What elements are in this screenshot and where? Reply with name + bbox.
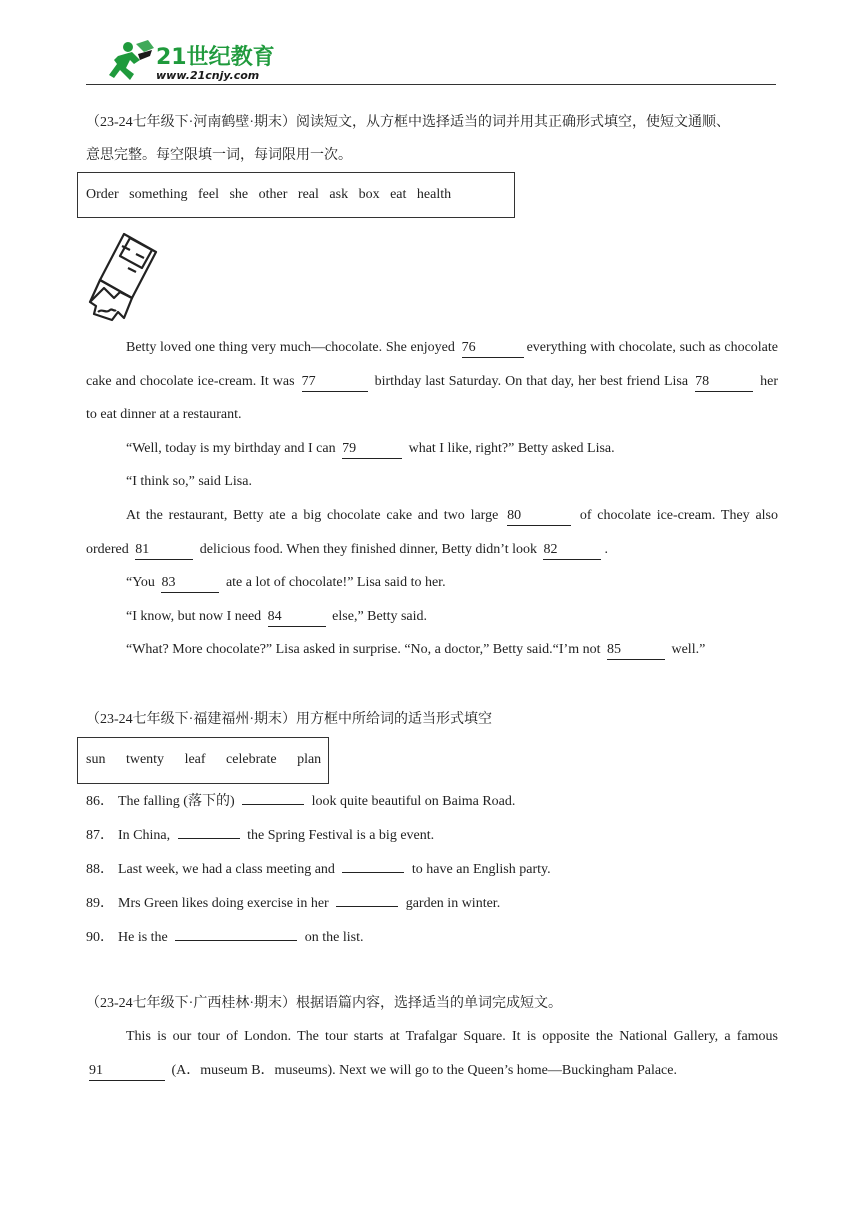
passage-paragraph: At the restaurant, Betty ate a big chocolate cake and two large 80 of chocolate ice-cream. They also ordered 81 delicious food. When they finished dinner, Betty didn’t look 82 .: [86, 499, 778, 566]
word-option: she: [229, 187, 249, 202]
passage-paragraph: “I think so,” said Lisa.: [126, 474, 252, 490]
blank-79[interactable]: 79: [342, 440, 402, 459]
passage-paragraph: This is our tour of London. The tour starts at Trafalgar Square. It is opposite the National Gallery, a famous 91 (A．museum B．museums). Next we will go to the Queen’s home—Buckingham Palace.: [86, 1020, 778, 1087]
chocolate-bar-icon: [84, 228, 166, 324]
word-option: something: [129, 187, 188, 202]
svg-text:www.21cnjy.com: www.21cnjy.com: [156, 69, 260, 82]
section3-instructions: （23-24七年级下·广西桂林·期末）根据语篇内容，选择适当的单词完成短文。: [86, 996, 562, 1011]
site-logo: [108, 38, 278, 84]
word-option: other: [258, 187, 288, 202]
header-divider: [86, 84, 776, 85]
word-option: celebrate: [226, 752, 277, 767]
section2-instructions: （23-24七年级下·福建福州·期末）用方框中所给词的适当形式填空: [86, 712, 492, 727]
word-option: real: [297, 187, 319, 202]
word-option: health: [416, 187, 452, 202]
section1-word-box: [77, 172, 515, 218]
passage-paragraph: “You 83 ate a lot of chocolate!” Lisa said to her.: [86, 566, 778, 600]
section1-passage: [86, 331, 778, 667]
answer-blank-90[interactable]: [175, 926, 297, 941]
answer-blank-86[interactable]: [242, 790, 304, 805]
section1-intro-line2: 意思完整。每空限填一词，每词限用一次。: [86, 148, 352, 163]
blank-82[interactable]: 82: [543, 541, 601, 560]
word-option: leaf: [184, 752, 206, 767]
passage-paragraph: “Well, today is my birthday and I can 79 what I like, right?” Betty asked Lisa.: [86, 432, 778, 466]
question-86: 86． The falling (落下的) look quite beautiful on Baima Road.: [86, 790, 515, 812]
question-87: 87． In China, the Spring Festival is a big event.: [86, 824, 434, 846]
question-90: 90． He is the on the list.: [86, 926, 364, 948]
word-option: eat: [390, 187, 407, 202]
word-option: twenty: [125, 752, 165, 767]
passage-paragraph: “I know, but now I need 84 else,” Betty said.: [86, 600, 778, 634]
answer-blank-89[interactable]: [336, 892, 398, 907]
word-option: feel: [198, 187, 219, 202]
blank-81[interactable]: 81: [135, 541, 193, 560]
question-89: 89． Mrs Green likes doing exercise in her garden in winter.: [86, 892, 500, 914]
word-option: sun: [86, 752, 106, 767]
word-option: box: [358, 187, 380, 202]
passage-paragraph: “What? More chocolate?” Lisa asked in surprise. “No, a doctor,” Betty said.“I’m not 85 well.”: [86, 633, 778, 667]
blank-80[interactable]: 80: [507, 507, 571, 526]
passage-paragraph: Betty loved one thing very much—chocolate. She enjoyed 76 everything with chocolate, such as chocolate cake and chocolate ice-cream. It was 77 birthday last Saturday. On that day, her best friend Lisa 78 her to eat dinner at a restaurant.: [86, 340, 779, 423]
section3-passage: [86, 1020, 778, 1087]
blank-85[interactable]: 85: [607, 641, 665, 660]
running-man-logo-icon: [108, 38, 278, 84]
page-header: [0, 0, 860, 90]
blank-76[interactable]: 76: [462, 339, 524, 358]
blank-83[interactable]: 83: [161, 574, 219, 593]
blank-77[interactable]: 77: [302, 373, 368, 392]
blank-91[interactable]: 91: [89, 1062, 165, 1081]
word-option: Order: [86, 187, 119, 202]
section2-word-box: [77, 737, 329, 784]
answer-blank-88[interactable]: [342, 858, 404, 873]
svg-text:21世纪教育: 21世纪教育: [156, 45, 275, 70]
section1-intro-line1: （23-24七年级下·河南鹤壁·期末）阅读短文，从方框中选择适当的词并用其正确形式填空，使短文通顺、: [86, 115, 730, 130]
word-option: ask: [329, 187, 349, 202]
answer-blank-87[interactable]: [178, 824, 240, 839]
word-option: plan: [297, 752, 322, 767]
question-88: 88． Last week, we had a class meeting and to have an English party.: [86, 858, 551, 880]
section1-instructions: [86, 106, 778, 172]
blank-84[interactable]: 84: [268, 608, 326, 627]
blank-78[interactable]: 78: [695, 373, 753, 392]
